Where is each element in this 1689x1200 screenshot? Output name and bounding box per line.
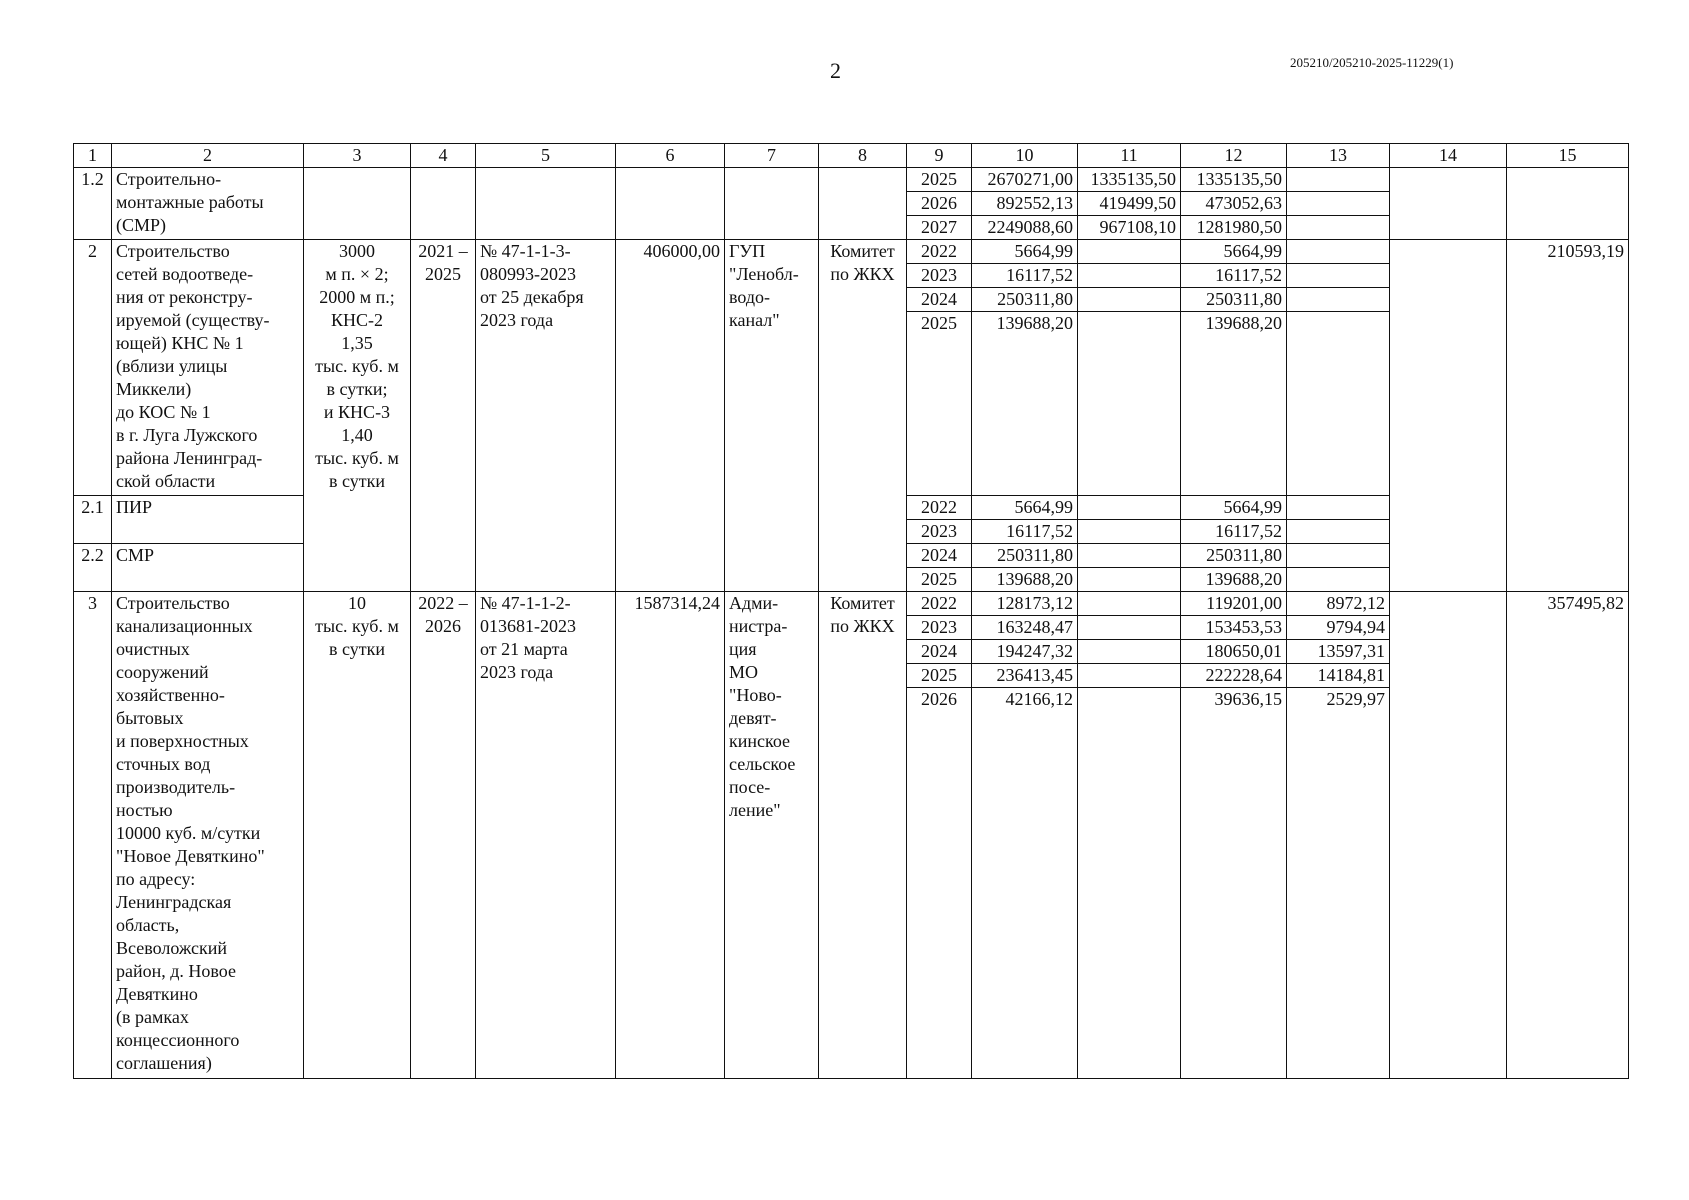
- value-cell: 16117,52: [1181, 264, 1287, 288]
- value-cell: 16117,52: [972, 264, 1078, 288]
- value-cell: 16117,52: [972, 520, 1078, 544]
- total-cell: 210593,19: [1507, 240, 1629, 496]
- value-cell: 5664,99: [1181, 496, 1287, 520]
- expertise-cell: [476, 168, 616, 240]
- table-row: [74, 168, 1629, 192]
- value-cell: 5664,99: [972, 496, 1078, 520]
- value-cell: 42166,12: [972, 688, 1078, 1079]
- value-cell: 128173,12: [972, 592, 1078, 616]
- year-cell: 2024: [907, 288, 972, 312]
- value-cell: 5664,99: [1181, 240, 1287, 264]
- page-number: 2: [830, 58, 841, 83]
- year-cell: 2024: [907, 544, 972, 568]
- executor-cell: [819, 168, 907, 240]
- value-cell: [1390, 496, 1507, 592]
- value-cell: 119201,00: [1181, 592, 1287, 616]
- value-cell: 39636,15: [1181, 688, 1287, 1079]
- executor-cell: Комитет по ЖКХ: [819, 592, 907, 1079]
- column-header: 12: [1181, 144, 1287, 168]
- value-cell: [1507, 168, 1629, 240]
- row-number: 1.2: [74, 168, 112, 240]
- value-cell: [1287, 568, 1390, 592]
- value-cell: 16117,52: [1181, 520, 1287, 544]
- row-number: 2.2: [74, 544, 112, 592]
- value-cell: [1390, 592, 1507, 1079]
- year-cell: 2025: [907, 312, 972, 496]
- year-cell: 2026: [907, 688, 972, 1079]
- year-cell: 2023: [907, 520, 972, 544]
- value-cell: [1078, 592, 1181, 616]
- value-cell: [1287, 168, 1390, 192]
- period-cell: 2022 – 2026: [411, 592, 476, 1079]
- year-cell: 2023: [907, 264, 972, 288]
- period-cell: [411, 496, 476, 592]
- capacity-cell: [304, 168, 411, 240]
- cost-cell: 1587314,24: [616, 592, 725, 1079]
- value-cell: 2529,97: [1287, 688, 1390, 1079]
- cost-cell: [616, 496, 725, 592]
- document-id: 205210/205210-2025-11229(1): [1290, 55, 1454, 70]
- executor-cell: Комитет по ЖКХ: [819, 240, 907, 496]
- value-cell: 139688,20: [972, 312, 1078, 496]
- year-cell: 2024: [907, 640, 972, 664]
- value-cell: [1390, 168, 1507, 240]
- expertise-cell: № 47-1-1-3- 080993-2023 от 25 декабря 2023 года: [476, 240, 616, 496]
- value-cell: [1078, 312, 1181, 496]
- value-cell: 153453,53: [1181, 616, 1287, 640]
- column-header: 1: [74, 144, 112, 168]
- year-cell: 2025: [907, 664, 972, 688]
- value-cell: 222228,64: [1181, 664, 1287, 688]
- value-cell: 250311,80: [972, 544, 1078, 568]
- value-cell: 139688,20: [1181, 568, 1287, 592]
- value-cell: [1078, 520, 1181, 544]
- value-cell: [1287, 520, 1390, 544]
- year-cell: 2022: [907, 592, 972, 616]
- value-cell: [1287, 496, 1390, 520]
- value-cell: 13597,31: [1287, 640, 1390, 664]
- value-cell: [1078, 568, 1181, 592]
- value-cell: 967108,10: [1078, 216, 1181, 240]
- value-cell: [1078, 544, 1181, 568]
- value-cell: [1287, 216, 1390, 240]
- value-cell: [1078, 688, 1181, 1079]
- capacity-cell: [304, 496, 411, 592]
- year-cell: 2022: [907, 496, 972, 520]
- value-cell: 1335135,50: [1181, 168, 1287, 192]
- value-cell: 8972,12: [1287, 592, 1390, 616]
- column-header: 5: [476, 144, 616, 168]
- value-cell: [1078, 616, 1181, 640]
- column-header: 2: [112, 144, 304, 168]
- value-cell: [1078, 496, 1181, 520]
- row-number: 2: [74, 240, 112, 496]
- column-header: 10: [972, 144, 1078, 168]
- value-cell: 2670271,00: [972, 168, 1078, 192]
- column-header: 6: [616, 144, 725, 168]
- value-cell: [1287, 192, 1390, 216]
- value-cell: 1335135,50: [1078, 168, 1181, 192]
- value-cell: 892552,13: [972, 192, 1078, 216]
- cost-cell: 406000,00: [616, 240, 725, 496]
- column-header: 3: [304, 144, 411, 168]
- value-cell: [1287, 312, 1390, 496]
- value-cell: 9794,94: [1287, 616, 1390, 640]
- value-cell: [1287, 240, 1390, 264]
- value-cell: 236413,45: [972, 664, 1078, 688]
- row-number: 2.1: [74, 496, 112, 544]
- value-cell: 250311,80: [972, 288, 1078, 312]
- value-cell: 419499,50: [1078, 192, 1181, 216]
- value-cell: 5664,99: [972, 240, 1078, 264]
- customer-cell: [725, 496, 819, 592]
- customer-cell: ГУП "Ленобл- водо- канал": [725, 240, 819, 496]
- capacity-cell: 3000 м п. × 2; 2000 м п.; КНС-2 1,35 тыс. куб. м в сутки; и КНС-3 1,40 тыс. куб. м в сутки: [304, 240, 411, 496]
- item-name: Строительство канализационных очистных сооружений хозяйственно- бытовых и поверхностных сточных вод производитель- ностью 10000 куб. м/сутки "Новое Девяткино" по адресу: Ленинградская область, Всеволожский район, д. Новое Девяткино (в рамках концессионного соглашения): [112, 592, 304, 1079]
- value-cell: 194247,32: [972, 640, 1078, 664]
- period-cell: 2021 – 2025: [411, 240, 476, 496]
- value-cell: 473052,63: [1181, 192, 1287, 216]
- expertise-cell: [476, 496, 616, 592]
- value-cell: 139688,20: [1181, 312, 1287, 496]
- period-cell: [411, 168, 476, 240]
- column-header: 15: [1507, 144, 1629, 168]
- executor-cell: [819, 496, 907, 592]
- value-cell: [1078, 664, 1181, 688]
- year-cell: 2025: [907, 568, 972, 592]
- value-cell: 163248,47: [972, 616, 1078, 640]
- table-row: [74, 592, 1629, 616]
- column-number-row: [74, 144, 1629, 168]
- year-cell: 2027: [907, 216, 972, 240]
- column-header: 7: [725, 144, 819, 168]
- value-cell: [1390, 240, 1507, 496]
- value-cell: [1078, 240, 1181, 264]
- expertise-cell: № 47-1-1-2- 013681-2023 от 21 марта 2023 года: [476, 592, 616, 1079]
- column-header: 13: [1287, 144, 1390, 168]
- value-cell: 139688,20: [972, 568, 1078, 592]
- year-cell: 2026: [907, 192, 972, 216]
- value-cell: [1078, 264, 1181, 288]
- customer-cell: Адми- нистра- ция МО "Ново- девят- кинское сельское посе- ление": [725, 592, 819, 1079]
- column-header: 14: [1390, 144, 1507, 168]
- value-cell: 250311,80: [1181, 288, 1287, 312]
- value-cell: [1287, 288, 1390, 312]
- value-cell: [1287, 544, 1390, 568]
- column-header: 4: [411, 144, 476, 168]
- value-cell: [1287, 264, 1390, 288]
- column-header: 8: [819, 144, 907, 168]
- year-cell: 2022: [907, 240, 972, 264]
- customer-cell: [725, 168, 819, 240]
- value-cell: [1078, 288, 1181, 312]
- item-name: СМР: [112, 544, 304, 592]
- item-name: ПИР: [112, 496, 304, 544]
- year-cell: 2025: [907, 168, 972, 192]
- column-header: 11: [1078, 144, 1181, 168]
- value-cell: 2249088,60: [972, 216, 1078, 240]
- value-cell: [1078, 640, 1181, 664]
- item-name: Строительство сетей водоотведе- ния от реконстру- ируемой (существу- ющей) КНС № 1 (вблизи улицы Миккели) до КОС № 1 в г. Луга Лужского района Ленинград- ской области: [112, 240, 304, 496]
- investment-program-table: [73, 143, 1629, 1079]
- capacity-cell: 10 тыс. куб. м в сутки: [304, 592, 411, 1079]
- table-row: [74, 496, 1629, 520]
- table-row: [74, 240, 1629, 264]
- value-cell: 1281980,50: [1181, 216, 1287, 240]
- value-cell: [1507, 496, 1629, 592]
- total-cell: 357495,82: [1507, 592, 1629, 1079]
- year-cell: 2023: [907, 616, 972, 640]
- value-cell: 180650,01: [1181, 640, 1287, 664]
- item-name: Строительно- монтажные работы (СМР): [112, 168, 304, 240]
- cost-cell: [616, 168, 725, 240]
- column-header: 9: [907, 144, 972, 168]
- row-number: 3: [74, 592, 112, 1079]
- value-cell: 14184,81: [1287, 664, 1390, 688]
- value-cell: 250311,80: [1181, 544, 1287, 568]
